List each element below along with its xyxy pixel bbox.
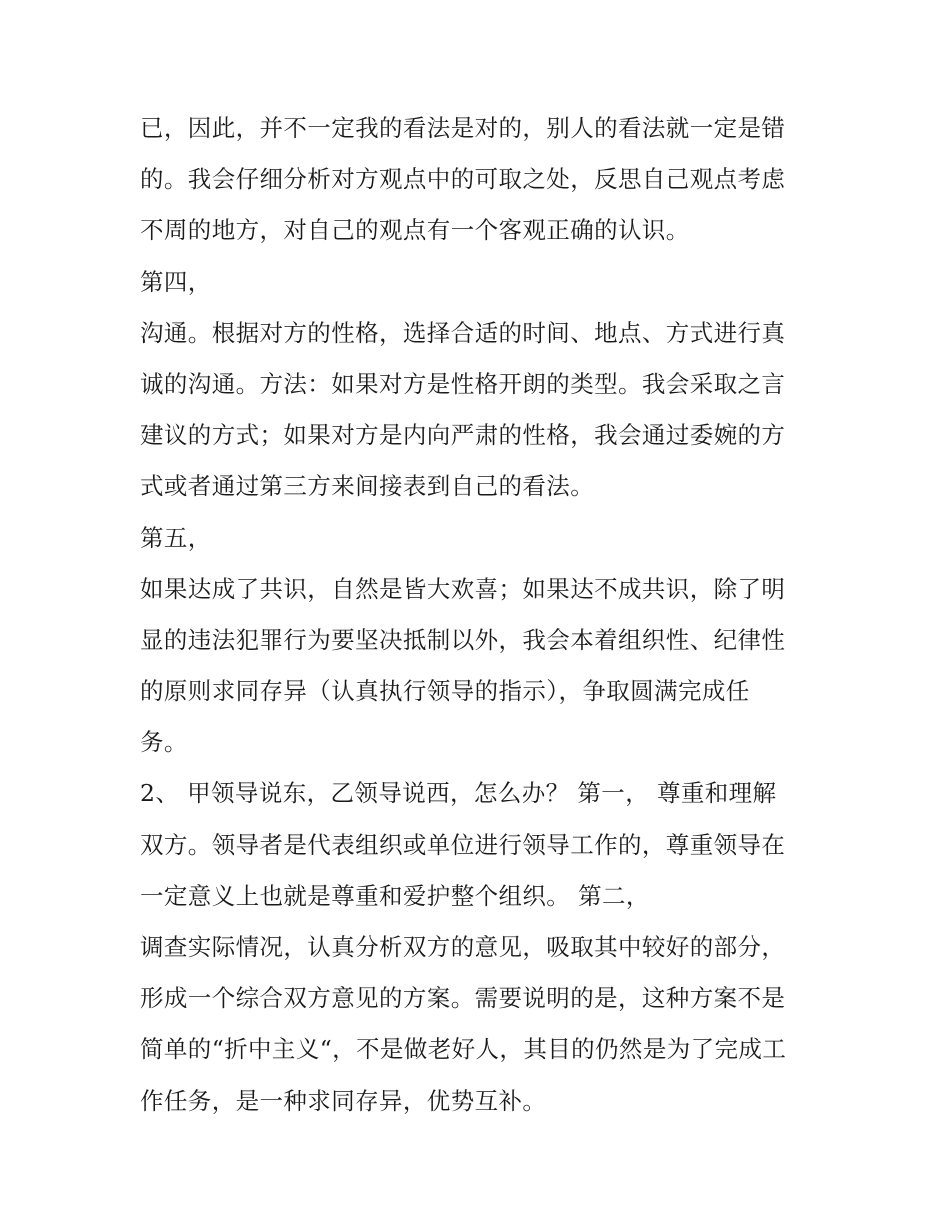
text-line: 的原则求同存异（认真执行领导的指示），争取圆满完成任 [140,677,750,706]
body-text [140,103,820,1127]
text-line: 沟通。根据对方的性格，选择合适的时间、地点、方式进行真 [140,318,786,347]
section-heading: 第五， [140,523,212,552]
text-line: 如果达成了共识，自然是皆大欢喜；如果达不成共识，除了明 [140,574,786,603]
text-line: 作任务，是一种求同存异，优势互补。 [140,1086,547,1115]
text-line: 诚的沟通。方法：如果对方是性格开朗的类型。我会采取之言 [140,369,786,398]
text-line: 调查实际情况，认真分析双方的意见，吸取其中较好的部分， [140,933,786,961]
text-line: 的。我会仔细分析对方观点中的可取之处，反思自己观点考虑 [140,165,786,194]
text-line: 务。 [140,728,188,757]
text-line: 式或者通过第三方来间接表到自己的看法。 [140,472,595,501]
text-line: 双方。领导者是代表组织或单位进行领导工作的，尊重领导在 [140,830,786,859]
text-line: 简单的“折中主义“，不是做老好人，其目的仍然是为了完成工 [140,1035,787,1064]
text-line: 一定意义上也就是尊重和爱护整个组织。 第二， [140,881,650,910]
text-line: 显的违法犯罪行为要坚决抵制以外，我会本着组织性、纪律性 [140,625,786,654]
section-heading: 第四， [140,267,212,296]
question-line: 2、 甲领导说东，乙领导说西，怎么办？ 第一， 尊重和理解 [140,779,777,808]
text-line: 形成一个综合双方意见的方案。需要说明的是，这种方案不是 [140,984,786,1013]
text-line: 建议的方式；如果对方是内向严肃的性格，我会通过委婉的方 [140,421,786,450]
text-line: 已，因此，并不一定我的看法是对的，别人的看法就一定是错 [140,114,786,142]
text-line: 不周的地方，对自己的观点有一个客观正确的认识。 [140,216,690,245]
